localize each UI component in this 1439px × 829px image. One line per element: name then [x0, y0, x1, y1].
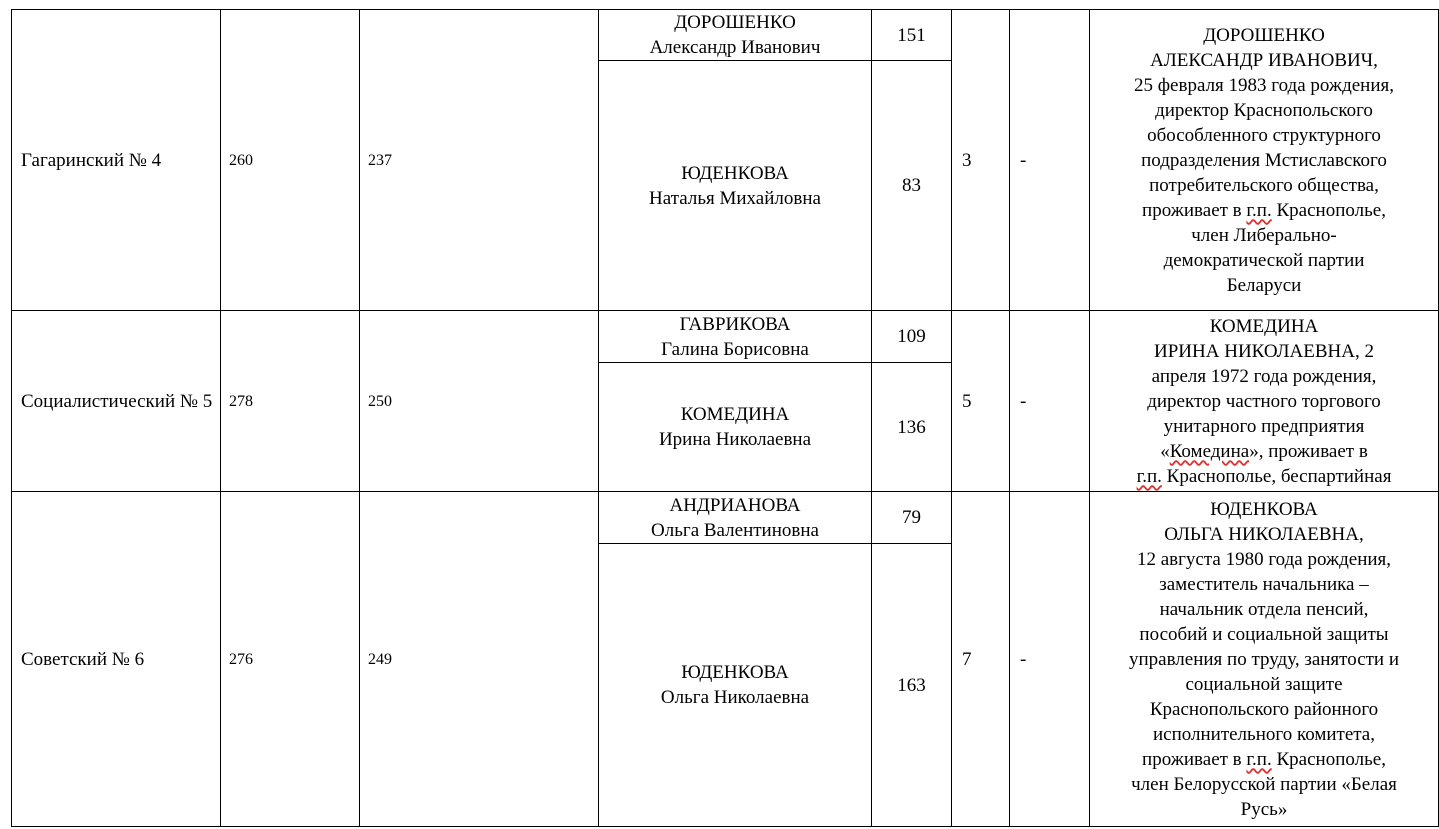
text-fragment: Краснополье,	[1271, 748, 1386, 770]
candidate-surname: ГАВРИКОВА	[679, 313, 791, 335]
candidate-surname: АНДРИАНОВА	[669, 494, 801, 516]
text-fragment: Краснополье, беспартийная	[1161, 465, 1392, 487]
elected-line: ОЛЬГА НИКОЛАЕВНА,	[1164, 523, 1364, 545]
elected-line: ДОРОШЕНКО	[1203, 24, 1325, 46]
elected-line: подразделения Мстиславского	[1141, 149, 1387, 171]
elected-line: унитарного предприятия	[1163, 415, 1365, 437]
candidate-votes: 151	[872, 10, 952, 61]
candidate-surname: ДОРОШЕНКО	[674, 12, 796, 33]
elected-line: директор частного торгового	[1147, 390, 1381, 412]
voters-count: 278	[221, 311, 360, 492]
elected-line: Беларуси	[1226, 274, 1302, 296]
candidate-surname: ЮДЕНКОВА	[681, 662, 789, 683]
candidate-cell	[599, 492, 872, 544]
elected-candidate-info	[1090, 311, 1439, 492]
elected-line	[1096, 464, 1432, 489]
elected-line: апреля 1972 года рождения,	[1151, 365, 1377, 387]
elected-line: член Либерально-	[1191, 224, 1337, 246]
spellcheck-underlined-text: г.п.	[1246, 748, 1272, 770]
voted-count: 237	[360, 10, 599, 311]
candidate-cell	[599, 544, 872, 827]
dash-cell: -	[1010, 311, 1090, 492]
seat-number: 5	[952, 311, 1010, 492]
elected-line: АЛЕКСАНДР ИВАНОВИЧ,	[1150, 49, 1378, 71]
candidate-cell	[599, 311, 872, 363]
candidate-given-name: Ольга Валентиновна	[651, 519, 819, 541]
voters-count: 276	[221, 492, 360, 827]
elected-line: демократической партии	[1163, 249, 1365, 271]
elected-line: заместитель начальника –	[1159, 573, 1369, 595]
elected-line: начальник отдела пенсий,	[1159, 598, 1369, 620]
elected-line: 12 августа 1980 года рождения,	[1136, 548, 1392, 570]
candidate-surname: КОМЕДИНА	[680, 404, 790, 425]
elected-line: Русь»	[1240, 798, 1288, 820]
elected-line: управления по труду, занятости и	[1128, 648, 1400, 670]
seat-number: 3	[952, 10, 1010, 311]
district-name: Социалистический № 5	[12, 311, 221, 492]
elected-line	[1096, 747, 1432, 772]
table-row	[12, 311, 1439, 363]
elected-line: КОМЕДИНА	[1209, 315, 1319, 337]
text-fragment: », проживает в	[1249, 440, 1368, 462]
candidate-cell	[599, 61, 872, 311]
candidate-votes: 136	[872, 363, 952, 492]
elected-line: директор Краснопольского	[1155, 99, 1373, 121]
seat-number: 7	[952, 492, 1010, 827]
dash-cell: -	[1010, 492, 1090, 827]
candidate-given-name: Ольга Николаевна	[660, 687, 810, 708]
elected-line: член Белорусской партии «Белая	[1131, 773, 1397, 795]
candidate-votes: 109	[872, 311, 952, 363]
spellcheck-underlined-text: г.п.	[1246, 199, 1272, 221]
spellcheck-underlined-text: Комедина	[1169, 440, 1250, 462]
district-name: Гагаринский № 4	[12, 10, 221, 311]
elected-line: пособий и социальной защиты	[1139, 623, 1389, 645]
elected-line: 25 февраля 1983 года рождения,	[1134, 74, 1394, 96]
spellcheck-underlined-text: г.п.	[1136, 465, 1162, 487]
candidate-given-name: Александр Иванович	[649, 37, 821, 58]
elected-line: ЮДЕНКОВА	[1210, 498, 1318, 520]
voted-count: 250	[360, 311, 599, 492]
candidate-given-name: Наталья Михайловна	[649, 187, 821, 209]
election-results-table	[11, 9, 1439, 827]
voted-count: 249	[360, 492, 599, 827]
text-fragment: Краснополье,	[1271, 199, 1386, 221]
candidate-given-name: Галина Борисовна	[661, 338, 809, 360]
candidate-surname: ЮДЕНКОВА	[681, 162, 789, 184]
elected-line: обособленного структурного	[1147, 124, 1381, 146]
text-fragment: проживает в	[1142, 748, 1247, 770]
candidate-cell	[599, 363, 872, 492]
text-fragment: проживает в	[1142, 199, 1247, 221]
table-row	[12, 492, 1439, 544]
table-row	[12, 10, 1439, 61]
elected-line	[1096, 439, 1432, 464]
elected-line: социальной защите	[1185, 673, 1343, 695]
candidate-votes: 83	[872, 61, 952, 311]
text-fragment: «	[1160, 440, 1170, 462]
elected-candidate-info	[1090, 10, 1439, 311]
district-name: Советский № 6	[12, 492, 221, 827]
elected-candidate-info	[1090, 492, 1439, 827]
candidate-cell	[599, 10, 872, 61]
candidate-votes: 79	[872, 492, 952, 544]
elected-line: Краснопольского районного	[1149, 698, 1379, 720]
candidate-given-name: Ирина Николаевна	[658, 429, 812, 450]
voters-count: 260	[221, 10, 360, 311]
elected-line: ИРИНА НИКОЛАЕВНА, 2	[1154, 340, 1374, 362]
candidate-votes: 163	[872, 544, 952, 827]
elected-line: исполнительного комитета,	[1152, 723, 1375, 745]
elected-line	[1096, 198, 1432, 223]
dash-cell: -	[1010, 10, 1090, 311]
elected-line: потребительского общества,	[1149, 174, 1379, 196]
